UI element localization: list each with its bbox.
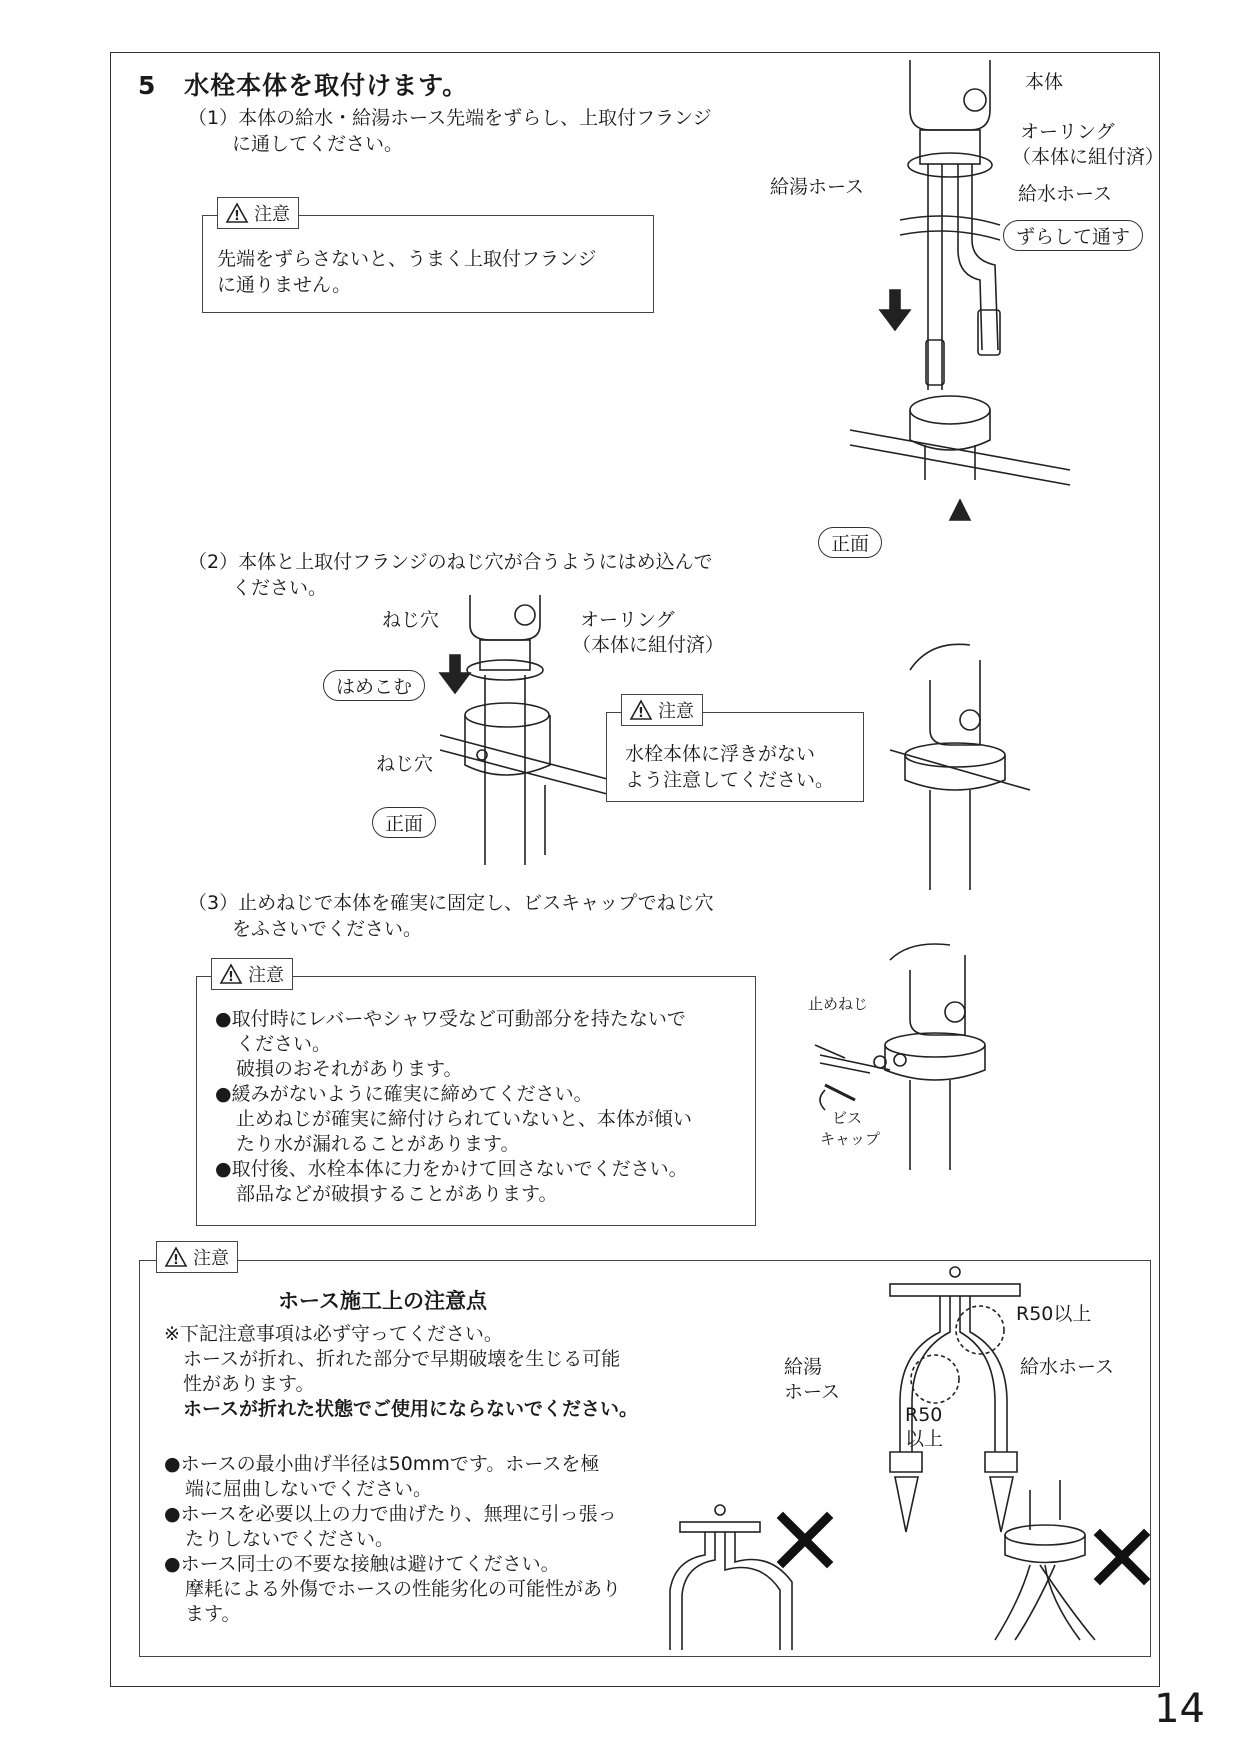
caution-3-bullet-2c: たり水が漏れることがあります。 [236,1133,520,1155]
hose-bullet-2: ●ホースを必要以上の力で曲げたり、無理に引っ張っ [164,1503,617,1525]
fig2-pill-shomen: 正面 [372,807,436,838]
caution-3-bullet-3b: 部品などが破損することがあります。 [236,1183,558,1205]
fig3-label-cap: キャップ [820,1130,881,1148]
hose-note-4: ホースが折れた状態でご使用にならないでください。 [183,1398,639,1420]
caution-tag-label: 注意 [254,204,290,225]
caution-tag-label: 注意 [248,965,284,986]
fig1-pill-zurashite: ずらして通す [1003,220,1143,251]
substep-2 [188,549,713,601]
fig4-label-kyuto-1: 給湯 [784,1356,823,1378]
svg-text:!: ! [234,209,240,224]
svg-text:!: ! [228,970,234,985]
caution-box-3 [196,965,756,1226]
fig2-pill-hamekomu: はめこむ [323,670,425,701]
caution-tag [156,1241,238,1273]
fig1-label-oring: オーリング [1020,121,1115,143]
fig4-label-kyusui: 給水ホース [1020,1356,1115,1378]
caution-box-1 [202,204,654,313]
caution-2-line1: 水栓本体に浮きがない [625,743,816,765]
substep-1-line2: に通してください。 [232,133,404,155]
svg-text:!: ! [638,706,644,721]
hose-bullet-1: ●ホースの最小曲げ半径は50mmです。ホースを極 [164,1453,600,1475]
caution-tag [621,694,703,726]
caution-3-bullet-2b: 止めねじが確実に締付けられていないと、本体が傾い [236,1108,693,1130]
caution-tag [217,197,299,229]
caution-3-bullet-1: ●取付時にレバーやシャワ受など可動部分を持たないで [215,1008,686,1030]
warning-icon [220,964,242,984]
prohibited-x-icon [775,1510,835,1570]
substep-3-line2: をふさいでください。 [232,918,423,940]
page-number: 14 [1154,1686,1205,1732]
fig1-label-hontai: 本体 [1025,71,1064,93]
hose-bullet-3c: ます。 [185,1603,241,1625]
step-title-text: 水栓本体を取付けます。 [184,71,469,100]
fig1-pill-shomen: 正面 [818,527,882,558]
fig4-label-kyuto-2: ホース [784,1381,841,1403]
hose-notes [164,1322,638,1422]
caution-1-line1: 先端をずらさないと、うまく上取付フランジ [217,248,597,270]
substep-3-label: （3） [188,892,239,914]
hose-note-3: 性があります。 [183,1373,315,1395]
warning-icon [165,1247,187,1267]
caution-tag-label: 注意 [193,1248,229,1269]
caution-3-bullet-1c: 破損のおそれがあります。 [236,1058,463,1080]
hose-bullets [164,1452,621,1627]
substep-1-label: （1） [188,107,239,129]
figure-2-installed [890,640,1030,890]
caution-1-body [217,246,597,298]
hose-bullet-3b: 摩耗による外傷でホースの性能劣化の可能性があり [185,1578,622,1600]
substep-1-line1: 本体の給水・給湯ホース先端をずらし、上取付フランジ [238,107,712,129]
caution-tag [211,958,293,990]
fig1-label-oring-note: （本体に組付済） [1012,146,1165,168]
hose-note-2: ホースが折れ、折れた部分で早期破壊を生じる可能 [183,1348,621,1370]
fig4-label-r50a: R50 [905,1404,943,1426]
hose-bullet-3: ●ホース同士の不要な接触は避けてください。 [164,1553,560,1575]
fig1-label-kyuto: 給湯ホース [770,176,865,198]
caution-3-body [215,1007,692,1207]
warning-icon [630,700,652,720]
caution-3-bullet-3: ●取付後、水栓本体に力をかけて回さないでください。 [215,1158,688,1180]
fig2-label-oring-note: （本体に組付済） [572,634,725,656]
caution-1-line2: に通りません。 [217,274,352,296]
caution-3-bullet-2: ●緩みがないように確実に締めてください。 [215,1083,593,1105]
fig4-label-r50-top: R50以上 [1016,1303,1092,1325]
step-number: 5 [138,71,157,100]
fig2-label-nejiana-top: ねじ穴 [382,609,440,631]
substep-1 [188,105,712,157]
caution-tag-label: 注意 [658,701,694,722]
svg-text:!: ! [173,1253,179,1268]
caution-3-bullet-1b: ください。 [236,1033,332,1055]
prohibited-x-icon [1092,1527,1152,1587]
warning-icon [226,203,248,223]
fig4-label-r50b: 以上 [905,1428,944,1450]
step-title [138,66,468,102]
caution-2-line2: よう注意してください。 [625,769,835,791]
substep-3 [188,890,714,942]
fig2-label-nejiana-bottom: ねじ穴 [376,753,434,775]
caution-box-2 [606,701,864,802]
substep-3-line1: 止めねじで本体を確実に固定し、ビスキャップでねじ穴 [238,892,714,914]
fig3-label-bis: ビス [832,1109,863,1127]
hose-section-title: ホース施工上の注意点 [278,1289,487,1313]
hose-note-1: ※下記注意事項は必ず守ってください。 [164,1323,503,1345]
substep-2-line2: ください。 [232,577,328,599]
fig3-label-tomeneji: 止めねじ [808,995,869,1013]
hose-bullet-2b: たりしないでください。 [185,1528,395,1550]
fig2-label-oring: オーリング [580,609,675,631]
substep-2-label: （2） [188,551,239,573]
fig1-label-kyusui: 給水ホース [1018,183,1113,205]
caution-2-body [625,741,834,793]
substep-2-line1: 本体と上取付フランジのねじ穴が合うようにはめ込んで [238,551,713,573]
hose-bullet-1b: 端に屈曲しないでください。 [185,1478,433,1500]
